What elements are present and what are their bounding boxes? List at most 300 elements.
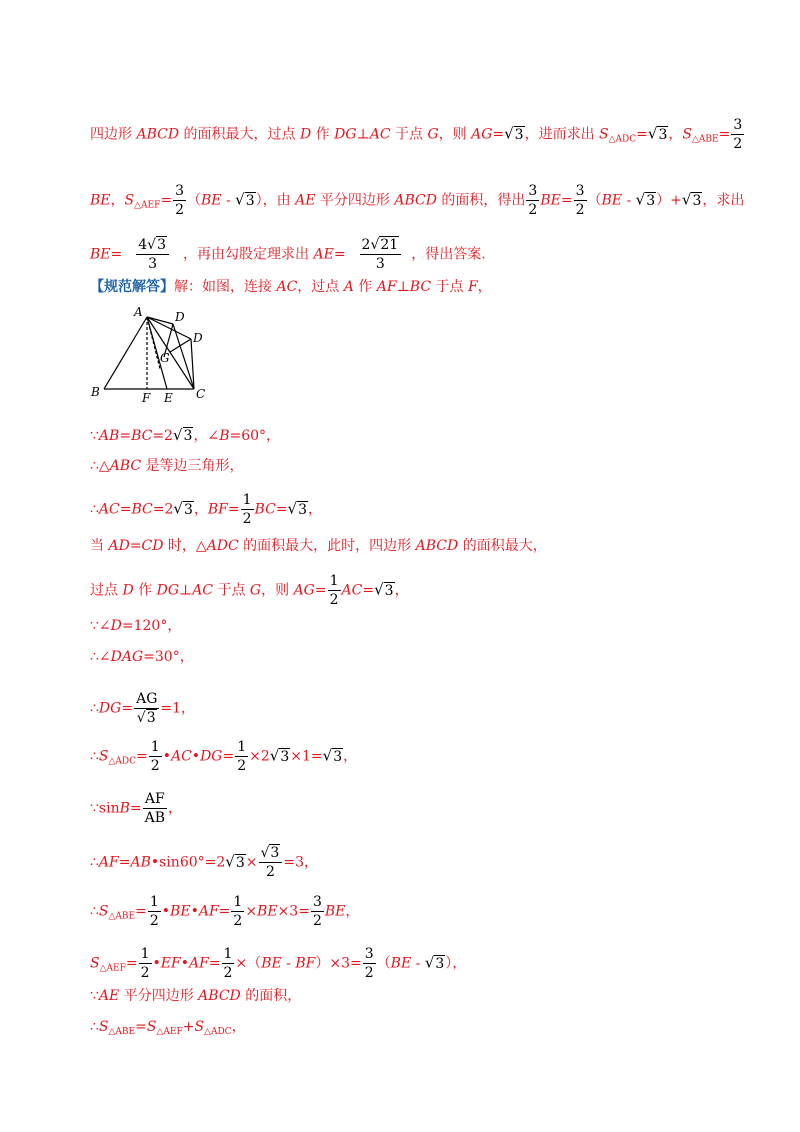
solution-line-12: [90, 690, 195, 727]
solution-line-7: [90, 491, 322, 528]
text: D: [110, 618, 122, 634]
text: S: [98, 1019, 109, 1035]
text: AF: [98, 854, 119, 871]
text: AG: [293, 582, 315, 599]
text: BC: [409, 279, 432, 295]
text: =: [129, 800, 142, 817]
numerator: 1: [140, 946, 150, 962]
denominator: 3: [136, 254, 169, 273]
solution-line-9: [90, 572, 409, 609]
text: 于点: [431, 279, 468, 295]
text: •: [180, 955, 189, 972]
subscript: △ABE: [108, 1027, 136, 1037]
text: BE: [390, 955, 412, 972]
text: 作: [133, 582, 157, 599]
text: ABCD: [198, 988, 241, 1004]
subscript: △ABE: [108, 911, 136, 922]
text: 当: [90, 538, 109, 554]
numerator: 1: [150, 739, 160, 755]
text: =: [275, 501, 288, 518]
denominator: 2: [575, 202, 585, 218]
text: 过点: [90, 582, 123, 599]
text: 3: [514, 126, 524, 143]
analysis-line-2: [90, 182, 744, 219]
text: EF: [160, 955, 181, 972]
text: 作: [311, 126, 335, 143]
text: =: [218, 903, 231, 920]
text: ⊥: [179, 582, 193, 599]
text: ABC: [109, 458, 142, 474]
fraction: [134, 690, 159, 727]
text: DG: [334, 126, 357, 143]
text: ，: [308, 501, 323, 518]
numerator: 1: [149, 894, 159, 910]
text: 于点: [390, 126, 428, 143]
text: AC: [192, 582, 214, 599]
text: -: [622, 192, 636, 209]
text: B: [119, 800, 130, 817]
text: ∴△: [90, 458, 110, 474]
sqrt-icon: √: [136, 710, 146, 726]
text: ×: [245, 854, 258, 871]
denominator: 2: [175, 202, 185, 218]
text: ，: [193, 501, 208, 518]
text: ，则: [438, 126, 472, 143]
text: AD: [108, 538, 130, 554]
text: AG: [471, 126, 493, 143]
text: +: [182, 1019, 195, 1035]
text: =60°，: [229, 428, 281, 444]
fraction: [149, 738, 162, 775]
text: S: [98, 748, 109, 765]
text: ，: [394, 582, 409, 599]
subscript: △AEF: [134, 200, 161, 211]
solution-line-10: [90, 616, 181, 636]
text: ×（: [235, 955, 262, 972]
sqrt-icon: √: [173, 499, 183, 518]
text: ，进而求出: [524, 126, 600, 143]
text: ∴: [90, 903, 99, 920]
text: DAG: [110, 649, 144, 665]
fraction: [526, 182, 539, 219]
label-e: E: [164, 391, 173, 405]
numerator: 1: [233, 894, 243, 910]
text: 3: [157, 237, 167, 253]
fraction: [143, 790, 167, 827]
text: G: [427, 126, 439, 143]
text: G: [249, 582, 262, 599]
text: AE: [98, 988, 120, 1004]
text: S: [98, 903, 109, 920]
fraction: [241, 491, 254, 528]
text: =30°，: [143, 649, 194, 665]
text: 平分四边形: [315, 192, 395, 209]
text: ，再由勾股定理求出: [183, 246, 314, 263]
geometry-figure: [88, 302, 218, 408]
text: ，过点: [297, 279, 344, 295]
denominator: 2: [233, 913, 243, 929]
text: =: [129, 538, 142, 554]
denominator: 2: [312, 913, 322, 929]
text: 于点: [213, 582, 250, 599]
text: AC: [369, 126, 391, 143]
text: =: [492, 126, 505, 143]
denominator: 2: [242, 511, 252, 527]
text: 2: [361, 237, 371, 253]
text: 3: [245, 192, 255, 209]
text: 21: [380, 237, 399, 253]
text: 平分四边形: [119, 988, 199, 1004]
denominator: 3: [360, 254, 402, 273]
text: •sin60°=2: [150, 854, 226, 871]
text: AC: [98, 501, 120, 518]
denominator: 2: [140, 965, 150, 981]
denominator: 2: [259, 862, 283, 881]
text: =: [135, 1019, 147, 1035]
text: •: [161, 903, 171, 920]
text: AF: [198, 903, 219, 920]
denominator: 2: [329, 592, 339, 608]
text: BE: [540, 192, 561, 209]
solution-heading-line: [90, 277, 492, 297]
text: ×2: [249, 748, 270, 765]
denominator: 2: [150, 758, 160, 774]
text: 的面积最大，过点: [179, 126, 300, 143]
text: ，: [110, 192, 125, 209]
text: （: [187, 192, 202, 209]
solution-line-11: [90, 647, 194, 667]
text: ⊥: [356, 126, 370, 143]
text: BE: [601, 192, 623, 209]
text: S: [682, 126, 692, 143]
text: 解：如图，连接: [174, 279, 277, 295]
solution-line-14: [90, 790, 182, 827]
label-c: C: [196, 387, 206, 401]
sqrt-icon: √: [635, 190, 646, 209]
text: BE: [257, 903, 278, 920]
text: ∵: [90, 428, 99, 444]
text: BE: [201, 192, 222, 209]
solution-line-8: [90, 536, 547, 556]
label-a: A: [134, 305, 143, 319]
fraction: [148, 893, 161, 930]
text: ADC: [206, 538, 239, 554]
text: ABCD: [394, 192, 437, 209]
text: F: [467, 279, 478, 295]
text: ∵∠: [90, 618, 111, 634]
text: =: [119, 428, 132, 444]
solution-line-19: [90, 1017, 246, 1042]
segment-ab: [104, 317, 147, 389]
sqrt-icon: √: [287, 499, 298, 518]
text: 3: [333, 748, 343, 765]
text: 3: [646, 192, 656, 209]
text: =: [110, 246, 123, 263]
denominator: 2: [528, 202, 538, 218]
solution-line-16: [90, 893, 359, 930]
text: ∴: [90, 1019, 99, 1035]
text: ∴: [90, 748, 99, 765]
text: •: [152, 955, 161, 972]
text: ），: [445, 955, 467, 972]
text: BE: [90, 246, 111, 263]
text: 3: [146, 710, 156, 726]
text: =: [314, 582, 327, 599]
text: =: [208, 955, 221, 972]
fraction: [259, 844, 283, 881]
text: 3: [384, 582, 394, 599]
numerator: 1: [329, 573, 339, 589]
text: ）×3=: [315, 955, 362, 972]
text: BE: [261, 955, 282, 972]
subscript: △ABE: [691, 134, 719, 145]
solution-line-5: [90, 425, 280, 446]
numerator: 3: [175, 183, 185, 199]
text: BC: [131, 501, 153, 518]
text: AF: [376, 279, 397, 295]
text: =: [160, 192, 173, 209]
text: =: [222, 748, 235, 765]
sqrt-icon: √: [647, 124, 658, 143]
subscript: △AEF: [99, 963, 126, 974]
numerator: AF: [144, 791, 165, 807]
subscript: △ADC: [608, 134, 637, 145]
text: ∴: [90, 854, 99, 871]
text: 3: [235, 854, 245, 871]
text: BE: [90, 192, 111, 209]
sqrt-icon: √: [322, 746, 333, 765]
text: D: [122, 582, 134, 599]
text: ∴: [90, 700, 99, 717]
text: AE: [313, 246, 334, 263]
text: =: [125, 955, 138, 972]
fraction: [574, 182, 587, 219]
text: =: [227, 501, 240, 518]
solution-line-13: [90, 738, 357, 775]
text: S: [599, 126, 609, 143]
text: （: [587, 192, 602, 209]
denominator: 2: [149, 913, 159, 929]
solution-line-18: [90, 986, 301, 1006]
text: 3: [435, 955, 445, 972]
fraction: [173, 182, 186, 219]
text: BE: [170, 903, 191, 920]
solution-line-6: [90, 456, 244, 476]
numerator: AG: [136, 691, 158, 707]
fraction: [731, 116, 744, 153]
text: BE: [324, 903, 346, 920]
text: ，: [231, 1019, 246, 1035]
fraction: [360, 236, 402, 273]
text: DG: [200, 748, 223, 765]
denominator: 2: [364, 965, 374, 981]
text: ，∠: [193, 428, 220, 444]
fraction: [139, 945, 152, 982]
text: AF: [188, 955, 209, 972]
text: =: [333, 246, 346, 263]
text: 3: [298, 501, 308, 518]
text: 的面积最大，: [458, 538, 547, 554]
text: ABCD: [136, 126, 180, 143]
text: ，: [168, 800, 183, 817]
text: S: [146, 1019, 157, 1035]
text: AC: [341, 582, 363, 599]
numerator: 3: [575, 183, 585, 199]
text: =: [136, 748, 148, 765]
text: 四边形: [90, 126, 137, 143]
text: =2: [152, 428, 173, 444]
text: ×3=: [277, 903, 310, 920]
text: =2: [152, 501, 174, 518]
text: BC: [254, 501, 276, 518]
text: 的面积最大，此时，四边形: [238, 538, 416, 554]
numerator: 1: [237, 739, 247, 755]
sqrt-icon: √: [260, 845, 270, 861]
text: ，则: [261, 582, 294, 599]
text: ，: [477, 279, 492, 295]
text: ∴∠: [90, 649, 111, 665]
text: ，得出答案.: [411, 246, 486, 263]
denominator: 2: [223, 965, 233, 981]
denominator: 2: [237, 758, 247, 774]
text: 3: [270, 845, 280, 861]
numerator: 3: [364, 946, 374, 962]
text: =1，: [160, 700, 196, 717]
text: ×1=: [290, 748, 323, 765]
text: DG: [156, 582, 180, 599]
text: AB: [130, 854, 151, 871]
text: =3，: [283, 854, 318, 871]
text: ）+: [656, 192, 682, 209]
text: =120°，: [121, 618, 182, 634]
label-b: B: [91, 385, 100, 399]
text: =: [121, 700, 134, 717]
sqrt-icon: √: [504, 124, 514, 143]
label-g: G: [160, 351, 170, 365]
sqrt-icon: √: [235, 190, 245, 209]
text: •: [190, 903, 199, 920]
text: ，: [345, 903, 360, 920]
text: ，求出: [702, 192, 745, 209]
sqrt-icon: √: [225, 852, 235, 871]
fraction: [235, 738, 248, 775]
text: -: [281, 955, 296, 972]
text: ∵sin: [90, 800, 120, 817]
text: ∴: [90, 501, 99, 518]
text: 3: [658, 126, 668, 143]
text: 3: [183, 428, 193, 444]
denominator: 2: [733, 136, 743, 152]
text: 的面积，: [240, 988, 302, 1004]
sqrt-icon: √: [370, 237, 380, 253]
text: -: [411, 955, 425, 972]
text: D: [299, 126, 312, 143]
subscript: △ADC: [108, 756, 137, 767]
text: ABCD: [415, 538, 459, 554]
text: =: [636, 126, 648, 143]
numerator: [259, 844, 283, 862]
text: ，: [668, 126, 683, 143]
numerator: 1: [223, 946, 233, 962]
text: （: [376, 955, 391, 972]
label-f: F: [142, 391, 151, 405]
text: 3: [692, 192, 702, 209]
text: 时，△: [163, 538, 207, 554]
text: S: [90, 955, 100, 972]
text: 是等边三角形，: [141, 458, 244, 474]
solution-line-17: [90, 945, 466, 982]
fraction: [231, 893, 244, 930]
fraction: [136, 236, 169, 273]
text: =: [119, 501, 132, 518]
segment-ac: [147, 317, 194, 389]
text: 4: [138, 237, 148, 253]
solution-line-15: [90, 844, 318, 881]
numerator: 3: [312, 894, 322, 910]
text: =: [135, 903, 147, 920]
text: 作: [353, 279, 377, 295]
text: A: [343, 279, 354, 295]
text: AB: [98, 428, 120, 444]
text: BC: [131, 428, 153, 444]
text: AC: [276, 279, 298, 295]
sqrt-icon: √: [374, 580, 384, 599]
denominator: AB: [144, 810, 166, 826]
numerator: 3: [733, 117, 743, 133]
denominator: [134, 708, 159, 727]
text: =: [118, 854, 131, 871]
text: 3: [183, 501, 193, 518]
text: ×: [245, 903, 258, 920]
text: S: [124, 192, 135, 209]
segment-d1c: [173, 324, 194, 389]
text: S: [194, 1019, 205, 1035]
fraction: [311, 893, 324, 930]
text: B: [219, 428, 230, 444]
text: •: [191, 748, 201, 765]
text: =: [560, 192, 573, 209]
text: BF: [295, 955, 316, 972]
text: ，: [343, 748, 358, 765]
sqrt-icon: √: [172, 426, 183, 444]
label-d2: D: [193, 331, 203, 345]
solution-heading: 【规范解答】: [90, 279, 174, 295]
label-d1: D: [175, 310, 185, 324]
analysis-line-3: [90, 236, 486, 273]
subscript: △ADC: [204, 1027, 232, 1037]
text: BF: [207, 501, 228, 518]
text: 3: [280, 748, 290, 765]
sqrt-icon: √: [681, 190, 692, 209]
text: ⊥: [396, 279, 410, 295]
text: AC: [170, 748, 192, 765]
numerator: [360, 236, 402, 254]
text: AE: [295, 192, 316, 209]
text: =: [718, 126, 731, 143]
sqrt-icon: √: [424, 953, 435, 972]
text: DG: [98, 700, 122, 717]
subscript: △AEF: [156, 1027, 183, 1037]
numerator: 3: [528, 183, 538, 199]
text: =: [362, 582, 375, 599]
text: ∵: [90, 988, 99, 1004]
fraction: [222, 945, 235, 982]
sqrt-icon: √: [269, 746, 280, 765]
text: 的面积，得出: [436, 192, 526, 209]
text: CD: [141, 538, 164, 554]
sqrt-icon: √: [147, 237, 157, 253]
text: ），由: [255, 192, 296, 209]
